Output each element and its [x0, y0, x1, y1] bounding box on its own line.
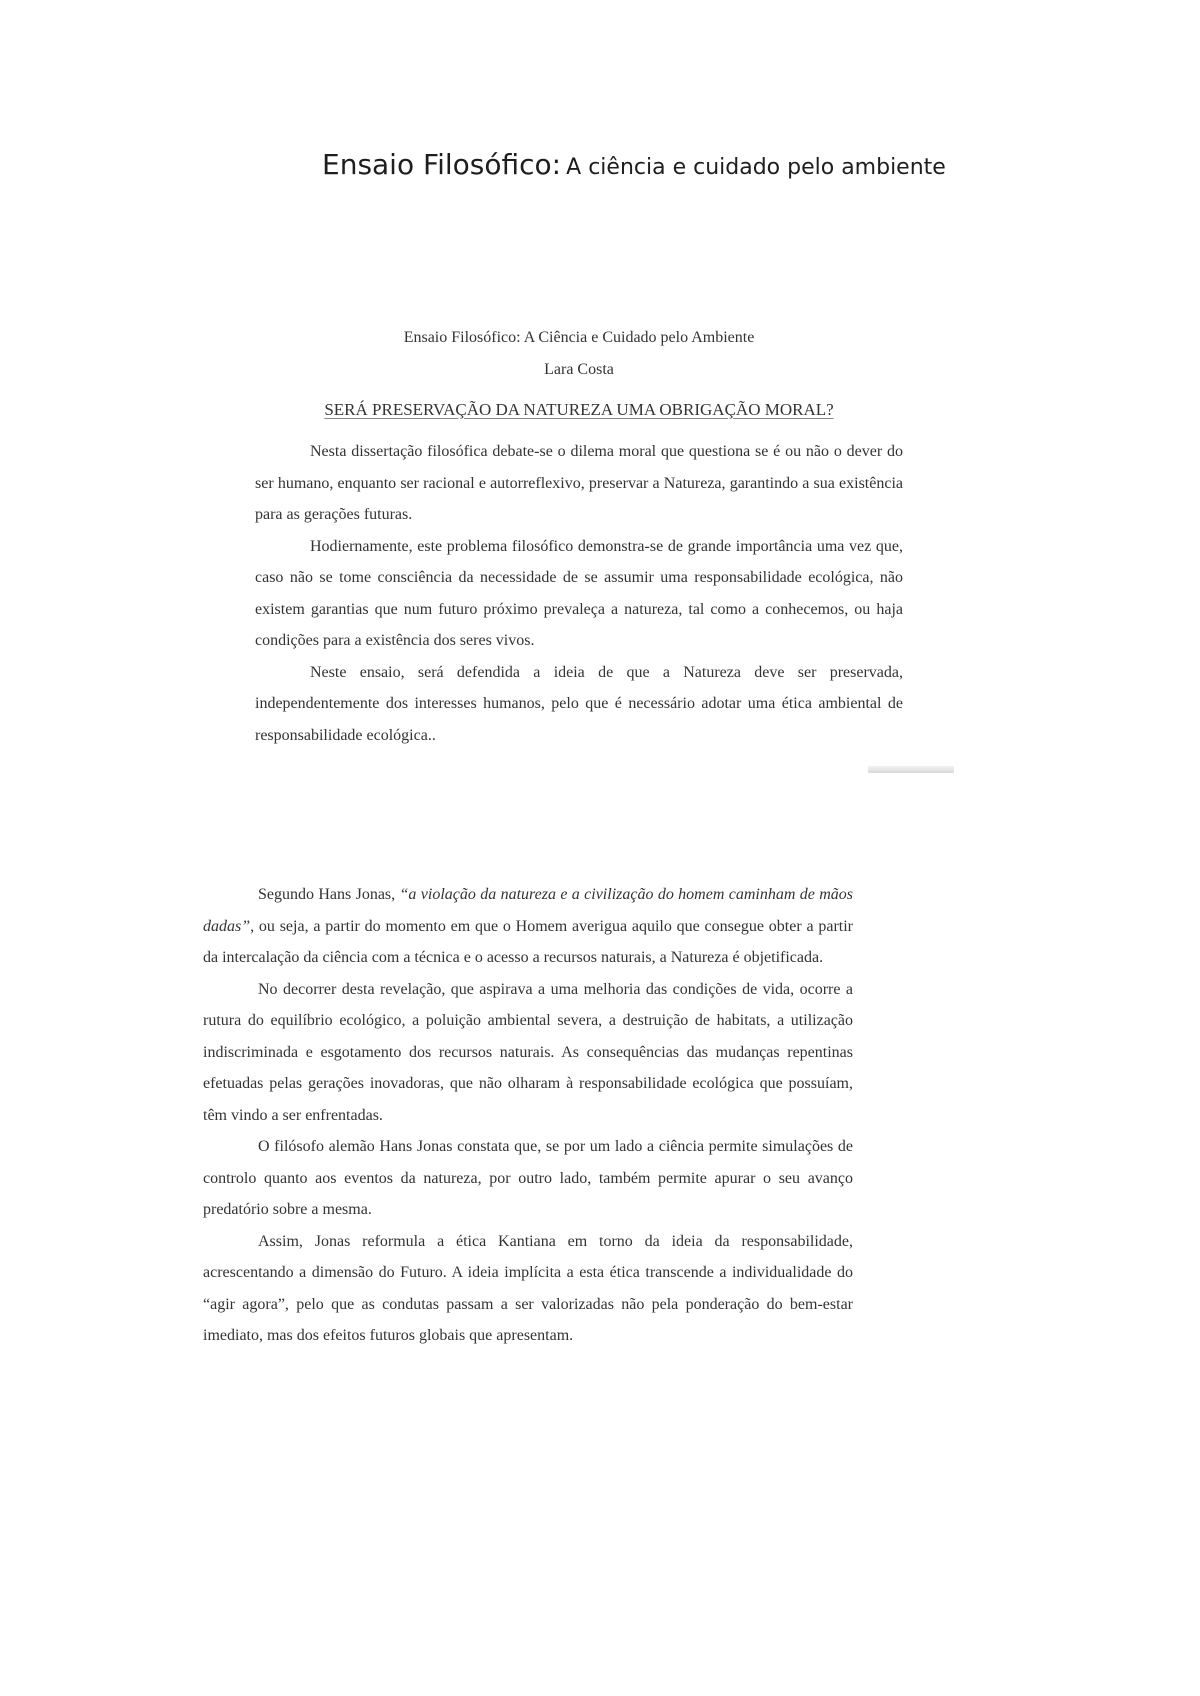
body-lead: Segundo Hans Jonas, — [258, 886, 400, 903]
intro-paragraph: Neste ensaio, será defendida a ideia de que a Natureza deve ser preservada, independentemente dos interesses humanos, pelo que é necessário adotar uma ética ambiental de responsabilidade ecológica.. — [255, 663, 903, 744]
essay-author: Lara Costa — [544, 361, 614, 378]
essay-intro-block — [255, 322, 903, 751]
jonas-quote: “a violação da natureza e a civilização do homem caminham de mãos dadas” — [203, 886, 854, 935]
page-edge-shadow — [868, 766, 954, 773]
body-paragraph: Assim, Jonas reformula a ética Kantiana em torno da ideia da responsabilidade, acrescentando a dimensão do Futuro. A ideia implícita a esta ética transcende a individualidade do “agir agora”, pelo que as condutas passam a ser valorizadas não pela ponderação do bem-estar imediato, mas dos efeitos futuros globais que apresentam. — [203, 1232, 853, 1344]
intro-paragraph: Hodiernamente, este problema filosófico demonstra-se de grande importância uma vez que, caso não se tome consciência da necessidade de se assumir uma responsabilidade ecológica, não existem garantias que num futuro próximo prevaleça a natureza, tal como a conhecemos, ou haja condições para a existência dos seres vivos. — [255, 537, 903, 649]
essay-body-block — [203, 879, 853, 1352]
body-paragraph: O filósofo alemão Hans Jonas constata que, se por um lado a ciência permite simulações de controlo quanto aos eventos da natureza, por outro lado, também permite apurar o seu avanço predatório sobre a mesma. — [203, 1138, 853, 1218]
intro-paragraph: Nesta dissertação filosófica debate-se o dilema moral que questiona se é ou não o dever do ser humano, enquanto ser racional e autorreflexivo, preservar a Natureza, garantindo a sua existência para as gerações futuras. — [255, 443, 903, 523]
header-title-main: Ensaio Filosófico: — [322, 148, 562, 181]
body-paragraph: No decorrer desta revelação, que aspirava a uma melhoria das condições de vida, ocorre a rutura do equilíbrio ecológico, a poluição ambiental severa, a destruição de habitats, a utilização indiscriminada e esgotamento dos recursos naturais. As consequências das mudanças repentinas efetuadas pelas gerações inovadoras, que não olharam à responsabilidade ecológica que possuíam, têm vindo a ser enfrentadas. — [203, 980, 853, 1124]
header-title-sub: A ciência e cuidado pelo ambiente — [566, 155, 946, 180]
essay-title: Ensaio Filosófico: A Ciência e Cuidado pelo Ambiente — [403, 329, 755, 346]
essay-question: SERÁ PRESERVAÇÃO DA NATUREZA UMA OBRIGAÇÃO MORAL? — [324, 400, 834, 419]
body-paragraph — [203, 879, 853, 974]
page-header-title — [322, 148, 1022, 181]
body-rest: , ou seja, a partir do momento em que o Homem averigua aquilo que consegue obter a partir da intercalação da ciência com a técnica e o acesso a recursos naturais, a Natureza é objetificada. — [203, 917, 853, 966]
